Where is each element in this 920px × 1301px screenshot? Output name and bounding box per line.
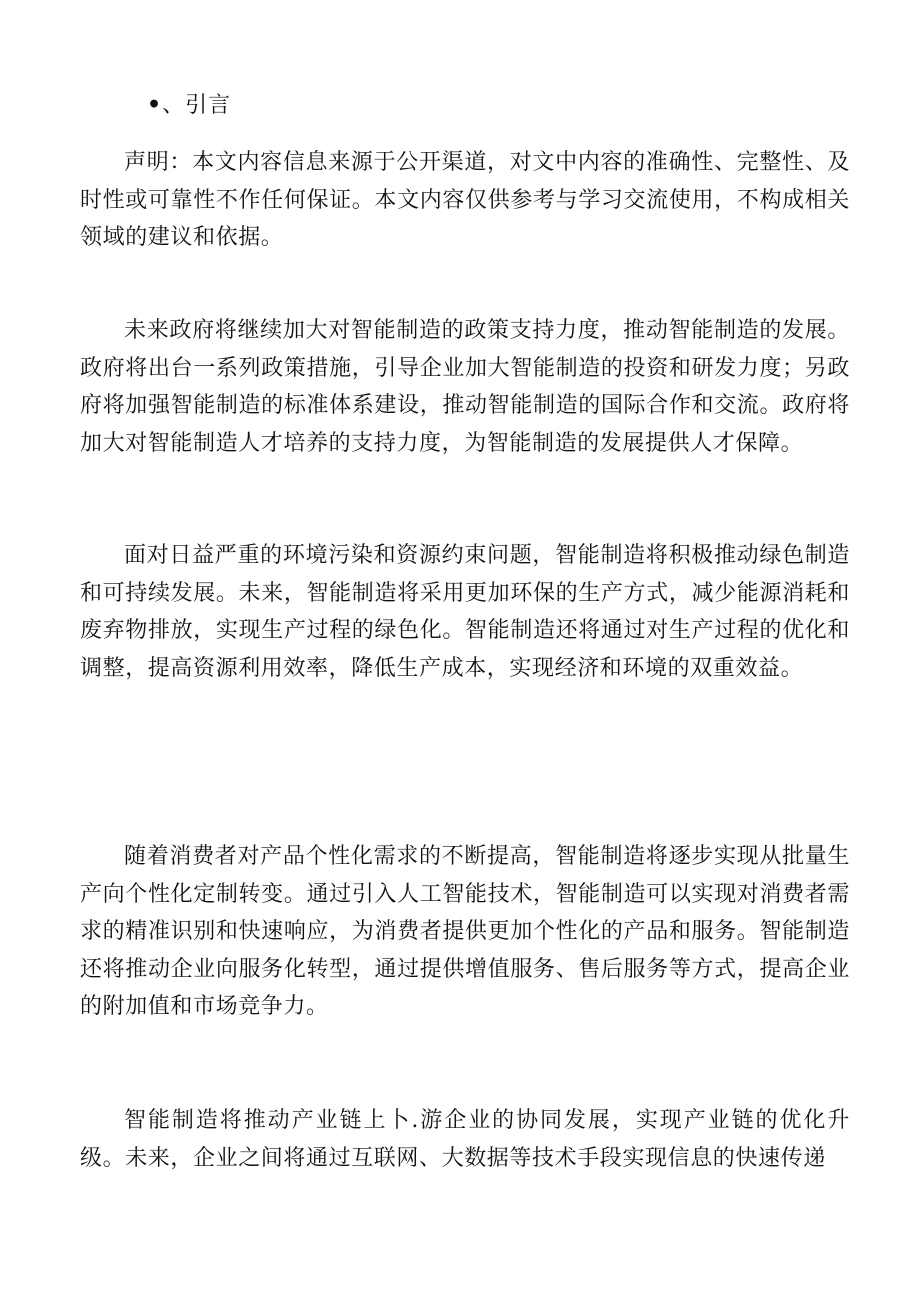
disclaimer-paragraph: 声明：本文内容信息来源于公开渠道，对文中内容的准确性、完整性、及时性或可靠性不作任何保证。本文内容仅供参考与学习交流使用，不构成相关领域的建议和依据。 xyxy=(80,150,850,250)
section-heading-text: 、引言 xyxy=(162,93,232,118)
bullet-icon: • xyxy=(147,92,163,118)
body-paragraph-green-manufacturing: 面对日益严重的环境污染和资源约束问题，智能制造将积极推动绿色制造和可持续发展。未来，智能制造将采用更加环保的生产方式，减少能源消耗和废弃物排放，实现生产过程的绿色化。智能制造还将通过对生产过程的优化和调整，提高资源利用效率，降低生产成本，实现经济和环境的双重效益。 xyxy=(80,543,850,681)
body-paragraph-personalization: 随着消费者对产品个性化需求的不断提高，智能制造将逐步实现从批量生产向个性化定制转变。通过引入人工智能技术，智能制造可以实现对消费者需求的精准识别和快速响应，为消费者提供更加个性化的产品和服务。智能制造还将推动企业向服务化转型，通过提供增值服务、售后服务等方式，提高企业的附加值和市场竞争力。 xyxy=(80,844,850,1019)
section-heading xyxy=(147,88,231,123)
body-paragraph-policy: 未来政府将继续加大对智能制造的政策支持力度，推动智能制造的发展。政府将出台一系列政策措施，引导企业加大智能制造的投资和研发力度；另政府将加强智能制造的标准体系建设，推动智能制造的国际合作和交流。政府将加大对智能制造人才培养的支持力度，为智能制造的发展提供人才保障。 xyxy=(80,318,850,456)
body-paragraph-supply-chain: 智能制造将推动产业链上卜.游企业的协同发展，实现产业链的优化升级。未来，企业之间将通过互联网、大数据等技术手段实现信息的快速传递 xyxy=(80,1108,850,1171)
